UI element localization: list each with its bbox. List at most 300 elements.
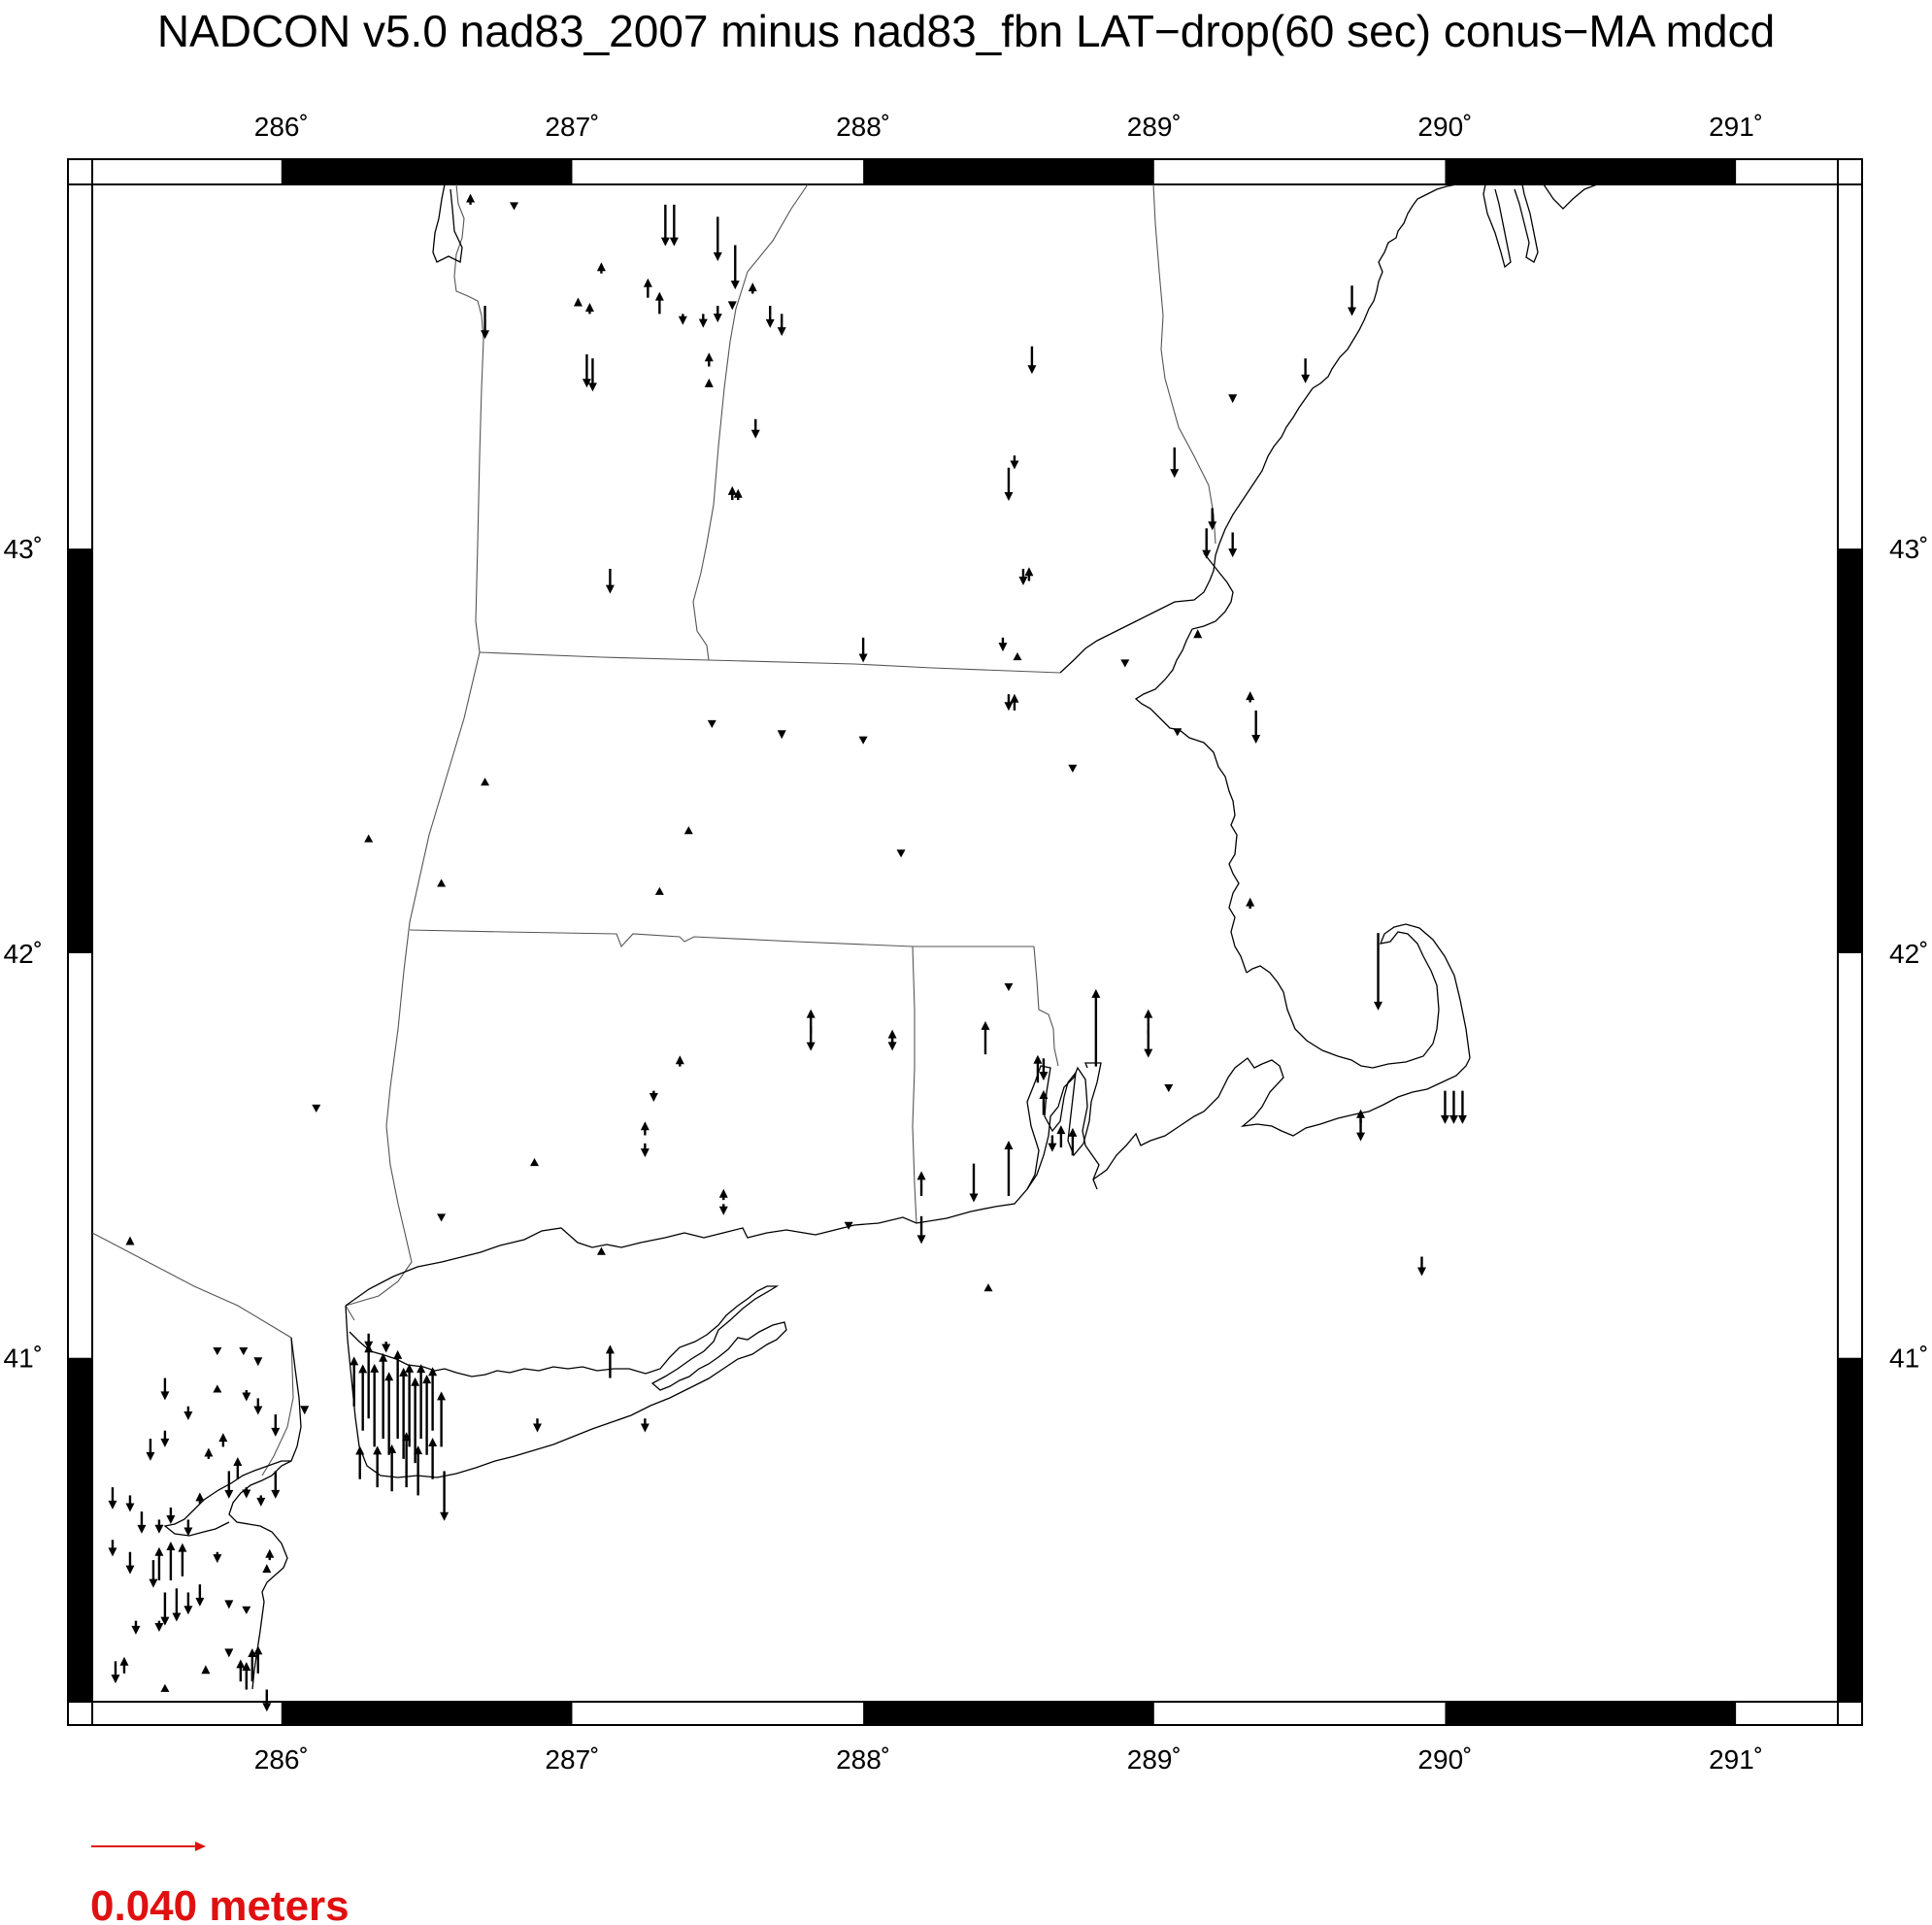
vector-head-153 [125,1566,134,1575]
vector-90 [641,1121,650,1135]
vector-head-148 [154,1525,163,1534]
vector-head-125 [125,1236,134,1245]
frame-bar-top-0 [282,159,573,184]
vector-head-133 [253,1407,262,1415]
vector-head-56 [897,849,906,857]
vector-170 [201,1665,210,1674]
vector-head-171 [224,1648,233,1657]
vector-head-89 [983,1283,992,1291]
vector-head-69 [888,1042,897,1050]
vector-head-157 [166,1542,175,1550]
vector-head-155 [154,1547,163,1556]
vector-head-29 [1010,461,1018,470]
vector-head-42 [1228,394,1237,403]
vector-head-90 [641,1121,650,1130]
vector-92 [719,1189,728,1200]
vector-head-64 [1144,1049,1152,1058]
state-boundary-ny-nj [92,1233,293,1476]
vector-64 [1144,1030,1152,1058]
vector-head-0 [466,193,475,202]
vector-100 [533,1418,542,1432]
vector-12 [644,279,652,298]
vector-head-10 [714,252,722,261]
vector-head-72 [1033,1055,1042,1064]
vector-head-95 [312,1105,320,1112]
vector-3 [574,297,583,306]
vector-142 [242,1487,250,1498]
vector-94 [530,1158,539,1166]
frame-bar-bottom-0 [282,1702,573,1725]
vector-77 [1068,1128,1077,1156]
vector-55 [684,826,693,834]
vector-head-82 [917,1235,926,1244]
vector-39 [1208,508,1216,530]
vector-10 [714,216,722,261]
vector-head-176 [262,1703,271,1711]
vector-head-117 [373,1445,382,1454]
vector-head-27 [1027,365,1036,374]
vector-6 [583,354,591,387]
vector-97 [597,1247,606,1255]
vector-head-99 [606,1344,615,1353]
vector-head-62 [1004,983,1013,991]
vector-163 [224,1600,233,1609]
state-boundary-ri-ma [1034,946,1058,1066]
vector-head-152 [108,1547,117,1556]
vector-head-53 [481,778,489,785]
vector-167 [154,1621,163,1632]
vector-head-48 [1173,728,1182,736]
vector-133 [253,1398,262,1414]
vector-19 [766,306,775,328]
vector-head-83 [1356,1133,1365,1142]
vector-60 [1374,933,1382,1011]
vector-head-88 [1417,1267,1426,1276]
vector-46 [1251,711,1260,744]
lon-tick-bottom-290: 290˚ [1417,1744,1473,1775]
vector-head-81 [917,1171,926,1179]
displacement-vectors [108,193,1466,1711]
vector-62 [1004,983,1013,991]
vector-82 [917,1216,926,1245]
vector-85 [1441,1091,1449,1124]
vector-16 [714,306,722,322]
vector-117 [373,1445,382,1487]
vector-head-46 [1251,735,1260,744]
inner-frame [92,184,1838,1702]
vector-128 [253,1357,262,1366]
vector-head-112 [416,1364,425,1373]
lon-tick-top-287: 287˚ [545,112,600,142]
vector-44 [1348,285,1356,315]
lat-tick-right-42: 42˚ [1889,938,1929,969]
vector-head-159 [178,1543,186,1552]
vector-head-15 [699,319,708,328]
state-boundary-ct-ri [913,946,916,1223]
vector-head-12 [644,279,652,287]
frame-bar-left-1 [68,548,92,953]
vector-87 [1458,1091,1467,1124]
vector-head-58 [655,887,664,895]
vector-150 [183,1519,192,1536]
vector-head-17 [728,301,737,310]
vector-head-166 [131,1626,140,1635]
vector-104 [364,1344,373,1418]
vector-166 [131,1621,140,1635]
vector-head-34 [1013,652,1021,660]
vector-head-149 [166,1515,175,1524]
vector-27 [1027,347,1036,375]
vector-177 [160,1684,169,1692]
lon-tick-top-289: 289˚ [1126,112,1182,142]
vector-head-87 [1458,1115,1467,1124]
vector-155 [154,1547,163,1580]
outer-frame [68,159,1862,1725]
vector-140 [224,1471,233,1499]
vector-158 [172,1588,181,1621]
vector-93 [719,1204,728,1214]
frame-bar-top-1 [863,159,1154,184]
vector-49 [1068,765,1077,773]
vector-129 [160,1378,169,1401]
vector-head-63 [1091,989,1100,998]
vector-head-66 [807,1010,816,1018]
vector-43 [1301,358,1310,383]
vector-head-21 [705,352,714,361]
vector-head-169 [119,1657,128,1666]
vector-head-44 [1348,308,1356,316]
vector-81 [917,1171,926,1196]
vector-head-102 [350,1356,358,1365]
lon-tick-top-288: 288˚ [836,112,891,142]
vector-116 [355,1446,364,1479]
vector-head-103 [358,1364,367,1373]
vector-4 [585,303,594,314]
vector-146 [125,1495,134,1511]
vector-56 [897,849,906,857]
lon-tick-bottom-291: 291˚ [1709,1744,1764,1775]
vector-26 [606,569,615,594]
frame-bar-top-2 [1445,159,1736,184]
vector-45 [1193,629,1202,638]
vector-head-165 [262,1564,271,1573]
vector-71 [650,1091,658,1102]
state-boundary-vt-nh [693,184,808,660]
vector-head-50 [708,720,716,728]
vector-137 [160,1431,169,1447]
vector-head-51 [778,730,786,739]
vector-124 [382,1342,390,1352]
vector-22 [705,379,714,387]
vector-32 [859,638,868,663]
vector-76 [1056,1125,1065,1147]
vector-head-4 [585,303,594,312]
vector-head-96 [437,1213,446,1221]
new-hampshire-seacoast [1060,544,1219,673]
vector-161 [195,1584,204,1607]
vector-29 [1010,455,1018,469]
nyc-harbor-and-nj-coast [229,1338,301,1689]
vector-149 [166,1508,175,1524]
vector-59 [1246,898,1254,909]
vector-head-175 [253,1645,262,1654]
state-boundary-ny-ma-ct [346,652,480,1306]
maine-coast [1219,184,1476,544]
long-island [346,1286,786,1477]
vector-head-138 [204,1448,213,1457]
vector-50 [708,720,716,728]
vector-168 [111,1661,119,1683]
lon-tick-bottom-288: 288˚ [836,1744,891,1775]
vector-102 [350,1356,358,1406]
vector-41 [1228,532,1237,557]
vector-8 [661,205,670,247]
vector-126 [213,1347,221,1355]
vector-head-142 [242,1489,250,1498]
vector-head-75 [1048,1144,1056,1152]
vector-head-97 [597,1247,606,1255]
vector-head-41 [1228,548,1237,557]
state-boundary-vt-nh-ma [480,652,1060,673]
vector-head-57 [437,879,446,886]
map-title: NADCON v5.0 nad83_2007 minus nad83_fbn LAT−drop(60 sec) conus−MA mdcd [156,6,1776,56]
ma-north-shore-coast [1136,553,1247,973]
vector-171 [224,1648,233,1657]
vector-57 [437,879,446,886]
vector-108 [393,1350,402,1439]
vector-23 [751,419,760,439]
scale-arrow-head [195,1842,206,1851]
vector-head-151 [195,1492,204,1501]
vector-115 [437,1391,446,1446]
vector-head-158 [172,1612,181,1621]
vector-head-92 [719,1189,728,1198]
vector-head-13 [655,292,664,301]
vector-96 [437,1213,446,1221]
vector-176 [262,1689,271,1711]
vector-24 [728,486,737,500]
vector-52 [859,737,868,745]
vector-95 [312,1105,320,1112]
vector-head-167 [154,1623,163,1632]
vector-121 [428,1438,437,1479]
vector-head-5 [597,262,606,271]
vector-139 [218,1433,227,1446]
lon-tick-bottom-287: 287˚ [545,1744,600,1775]
vector-164 [242,1607,250,1614]
vector-114 [428,1367,437,1431]
vector-160 [183,1592,192,1614]
vector-head-130 [183,1411,192,1420]
vector-18 [749,282,757,293]
lon-tick-top-286: 286˚ [253,112,309,142]
map-frame [68,159,1862,1725]
vector-head-55 [684,826,693,834]
vector-head-39 [1208,521,1216,530]
vector-head-20 [778,327,786,336]
vector-head-8 [661,238,670,247]
vector-79 [1004,1141,1013,1196]
frame-bar-right-1 [1838,548,1862,953]
vector-head-122 [440,1512,449,1521]
vector-145 [108,1487,117,1510]
vector-head-32 [859,653,868,662]
vector-head-129 [160,1391,169,1400]
vector-head-33 [998,643,1007,651]
vector-head-93 [719,1207,728,1215]
maine-islands [1483,184,1612,267]
lon-tick-top-291: 291˚ [1709,112,1764,142]
vector-head-60 [1374,1002,1382,1011]
vector-head-91 [641,1148,650,1157]
vector-132 [242,1390,250,1401]
vector-head-65 [1144,1010,1152,1018]
vector-head-30 [1018,577,1027,585]
vector-72 [1033,1055,1042,1083]
vector-136 [146,1439,154,1461]
vector-head-1 [510,202,518,210]
vector-1 [510,202,518,210]
vector-head-126 [213,1347,221,1355]
vector-head-123 [364,1342,373,1350]
vector-106 [379,1353,387,1439]
vector-head-40 [1202,550,1211,559]
vector-head-78 [1164,1084,1173,1092]
vector-89 [983,1283,992,1291]
vector-61 [981,1021,989,1054]
vector-head-36 [1010,694,1018,703]
vector-112 [416,1364,425,1439]
vector-38 [1170,448,1179,478]
vector-head-73 [1039,1072,1048,1080]
state-boundary-nh-me [1153,184,1216,544]
vector-head-2 [481,330,489,339]
vector-head-162 [213,1554,221,1563]
vector-head-43 [1301,375,1310,383]
vector-127 [239,1347,248,1355]
vector-33 [998,638,1007,651]
vector-28 [1004,468,1013,501]
vector-17 [728,301,737,310]
vector-head-101 [641,1423,650,1432]
vector-147 [137,1511,146,1534]
vector-101 [641,1418,650,1432]
coastline-and-state-boundaries [92,184,1612,1689]
vector-head-154 [149,1579,157,1588]
vector-head-85 [1441,1115,1449,1124]
axis-tick-labels [4,112,1929,1775]
vector-58 [655,887,664,895]
vector-head-137 [160,1439,169,1447]
vector-head-121 [428,1438,437,1446]
vector-head-37 [1120,659,1129,667]
vector-148 [154,1519,163,1533]
vector-head-9 [670,238,679,247]
vector-135 [300,1406,309,1414]
cape-cod [1247,924,1470,1068]
vector-head-18 [749,282,757,291]
frame-bar-right-0 [1838,1358,1862,1702]
vector-151 [195,1492,204,1503]
vector-34 [1013,652,1021,660]
vector-head-131 [213,1384,221,1392]
vector-122 [440,1471,449,1520]
vector-head-107 [384,1372,393,1380]
vector-head-38 [1170,469,1179,478]
vector-head-115 [437,1391,446,1400]
scale-label: 0.040 meters [90,1882,350,1925]
vector-head-143 [256,1498,265,1507]
buzzards-bay-cape-cod-coast [1093,1058,1470,1179]
frame-bar-bottom-2 [1445,1702,1736,1725]
vector-103 [358,1364,367,1430]
vector-head-71 [650,1093,658,1102]
vector-head-54 [364,835,373,843]
state-boundary-ma-ct-ri [410,930,1034,946]
vector-head-16 [714,314,722,322]
vector-head-47 [1246,691,1254,700]
vector-105 [370,1364,379,1447]
scale-legend [90,1842,350,1925]
vector-40 [1202,528,1211,558]
vector-54 [364,835,373,843]
vector-head-116 [355,1446,364,1455]
vector-157 [166,1542,175,1580]
vector-14 [679,314,687,324]
vector-153 [125,1552,134,1575]
vector-head-14 [679,316,687,325]
lat-tick-right-43: 43˚ [1889,534,1929,565]
vector-head-80 [969,1194,978,1203]
vector-143 [256,1495,265,1506]
vector-119 [402,1432,411,1487]
vector-88 [1417,1257,1426,1277]
vector-head-141 [233,1457,242,1466]
vector-head-76 [1056,1125,1065,1134]
vector-head-161 [195,1598,204,1607]
vector-154 [149,1560,157,1588]
lat-tick-left-43: 43˚ [3,534,43,565]
vector-head-124 [382,1344,390,1352]
vector-20 [778,314,786,336]
vector-head-170 [201,1665,210,1674]
vector-99 [606,1344,615,1377]
vector-86 [1449,1091,1458,1124]
vector-78 [1164,1084,1173,1092]
vector-159 [178,1543,186,1577]
lon-tick-bottom-286: 286˚ [253,1744,309,1775]
vector-head-105 [370,1364,379,1373]
vector-30 [1018,569,1027,585]
vector-head-7 [588,382,597,391]
vector-162 [213,1552,221,1563]
vector-125 [125,1236,134,1245]
vector-head-23 [751,430,760,439]
vector-152 [108,1540,117,1556]
vector-134 [271,1414,280,1437]
vector-head-24 [728,486,737,495]
frame-bar-bottom-1 [863,1702,1154,1725]
vector-169 [119,1657,128,1674]
vector-head-28 [1004,492,1013,501]
vector-21 [705,352,714,366]
vector-head-163 [224,1600,233,1609]
vector-48 [1173,728,1182,736]
vector-head-35 [1004,702,1013,711]
lat-tick-left-42: 42˚ [3,938,43,969]
vector-head-178 [265,1549,274,1558]
vector-head-128 [253,1357,262,1366]
